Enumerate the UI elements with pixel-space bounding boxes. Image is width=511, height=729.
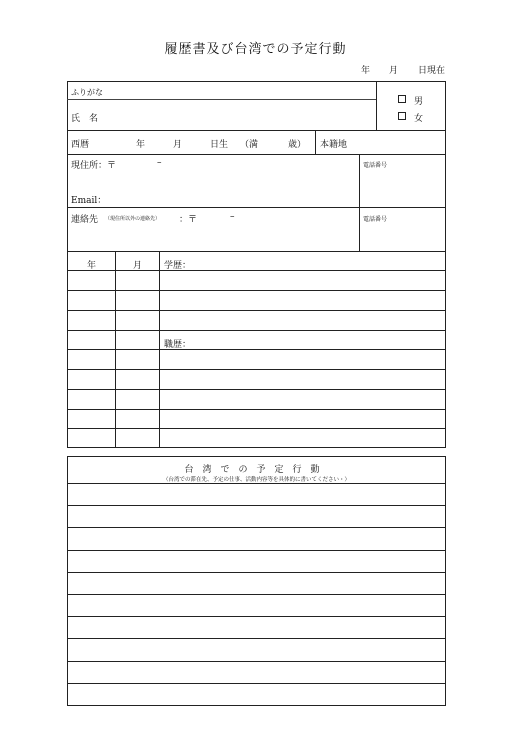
history-month-header: 月 (133, 261, 143, 271)
birth-month-label: 月 (173, 140, 183, 150)
history-row-line (67, 428, 446, 429)
gender-divider (376, 81, 377, 130)
history-row-line (67, 290, 446, 291)
plan-row-line (67, 483, 446, 484)
history-row-line (67, 330, 446, 331)
birth-day-label: 日生 (210, 140, 229, 150)
history-year-header: 年 (87, 261, 97, 271)
date-month-label: 月 (389, 66, 399, 76)
plan-row-line (67, 661, 446, 662)
furigana-label: ふりがな (71, 88, 103, 97)
date-year-label: 年 (361, 66, 371, 76)
contact-label: 連絡先 (71, 215, 99, 225)
birth-bottom-divider (67, 154, 446, 155)
contact-postal-dash: – (230, 212, 235, 222)
date-day-label: 日現在 (418, 66, 446, 76)
history-row-line (67, 270, 446, 271)
plan-row-line (67, 550, 446, 551)
name-label: 氏 名 (71, 114, 99, 124)
history-row-line (67, 389, 446, 390)
history-row-line (67, 369, 446, 370)
form-title: 履歴書及び台湾での予定行動 (164, 42, 347, 57)
furigana-divider (67, 99, 376, 100)
plan-row-line (67, 505, 446, 506)
male-label: 男 (414, 97, 424, 107)
current-address-label: 現住所：〒 (71, 161, 117, 171)
history-year-divider (115, 252, 116, 448)
taiwan-plan-title: 台湾での予定行動 (184, 465, 329, 475)
work-history-label: 職歴： (164, 340, 192, 350)
postal-dash: – (157, 158, 162, 168)
female-label: 女 (414, 114, 424, 124)
contact-postal-label: ：〒 (179, 215, 198, 225)
taiwan-plan-subtitle: （台湾での滞在先、予定の仕事、活動内容等を具体的に書いてください・） (162, 477, 350, 483)
plan-row-line (67, 683, 446, 684)
contact-note: （現住所以外の連絡先） (105, 216, 161, 222)
personal-info-table (67, 81, 446, 252)
phone-divider (359, 154, 360, 252)
era-label: 西暦 (71, 140, 90, 150)
age-open-label: （満 (240, 140, 259, 150)
male-checkbox[interactable] (398, 95, 406, 103)
contact-phone-label: 電話番号 (363, 216, 388, 223)
email-label: Email： (71, 196, 107, 206)
plan-row-line (67, 594, 446, 595)
female-checkbox[interactable] (398, 112, 406, 120)
education-label: 学歴： (164, 261, 192, 271)
domicile-label: 本籍地 (320, 140, 348, 150)
domicile-divider (315, 130, 316, 154)
plan-row-line (67, 527, 446, 528)
address-bottom-divider (67, 207, 446, 208)
phone-label: 電話番号 (363, 162, 388, 169)
plan-row-line (67, 572, 446, 573)
age-close-label: 歳） (288, 140, 307, 150)
history-row-line (67, 409, 446, 410)
history-table (67, 252, 446, 448)
history-row-line (67, 349, 446, 350)
name-bottom-divider (67, 130, 446, 131)
plan-row-line (67, 638, 446, 639)
birth-year-label: 年 (136, 140, 146, 150)
history-row-line (67, 310, 446, 311)
history-month-divider (159, 252, 160, 448)
taiwan-plan-table (67, 456, 446, 706)
plan-row-line (67, 616, 446, 617)
